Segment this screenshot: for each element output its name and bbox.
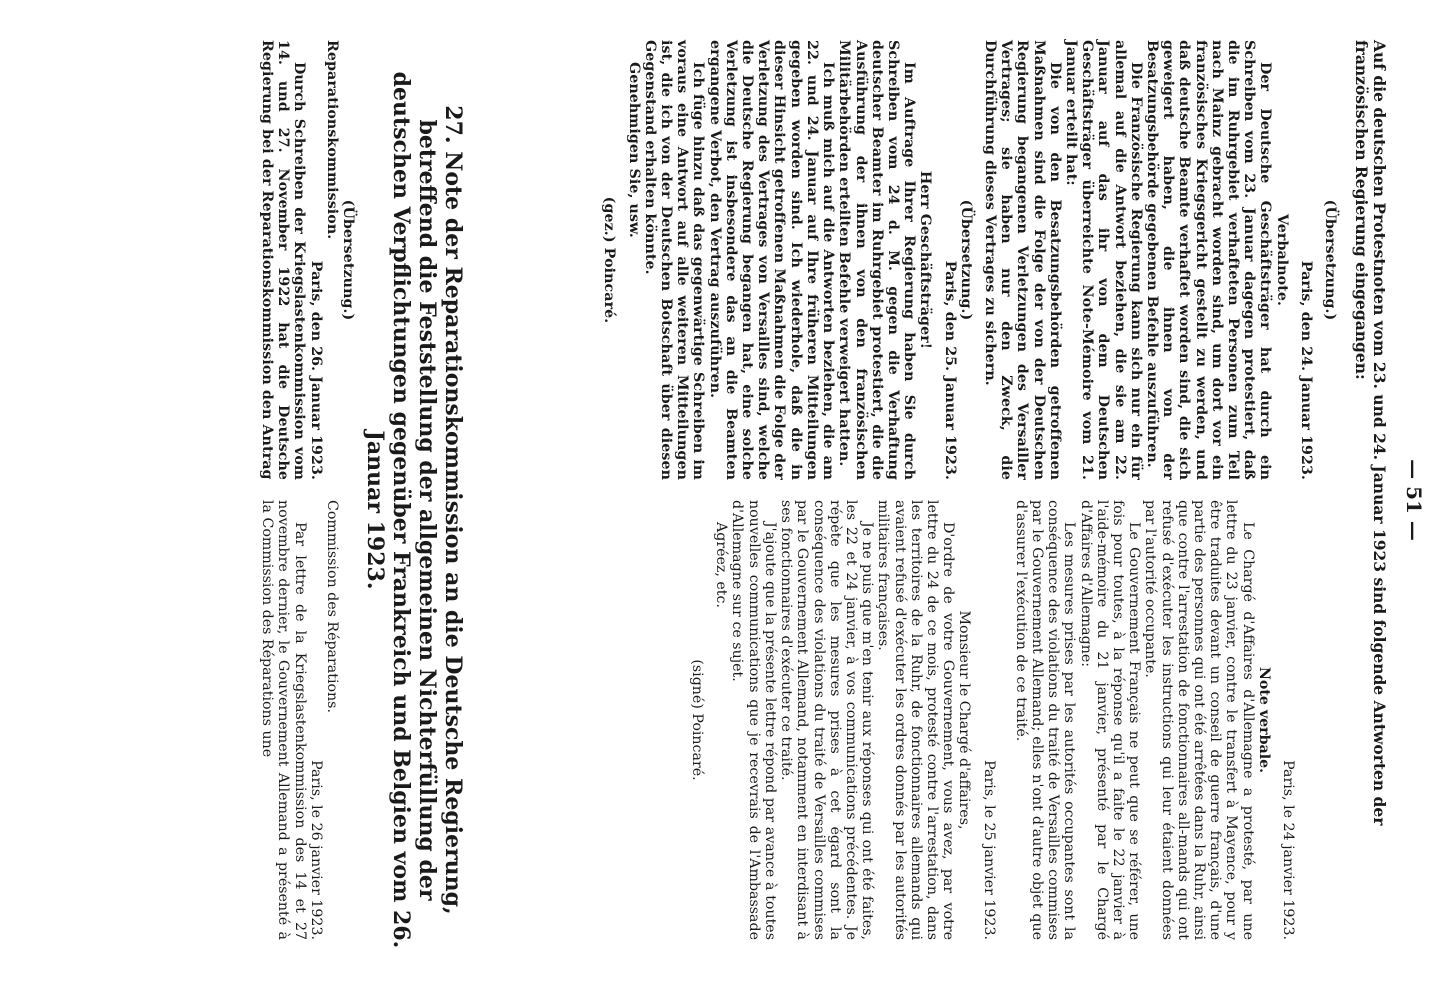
- german-date: Paris, den 25. Januar 1923.: [941, 260, 958, 480]
- german-date: Paris, den 26. Januar 1923.: [307, 260, 324, 480]
- german-signature: (gez.) Poincaré.: [601, 196, 618, 324]
- german-paragraph: Der Deutsche Geschäftsträger hat durch ein Schreiben vom 23. Januar dagegen protestiert, daß die im Ruhrgebiet verhafteten Personen zum Teil nach Mainz gebracht worden sind, um dort vor ein französisches Kriegsgericht gestellt zu werden, und daß deutsche Beamte verhaftet worden sind, die sich geweigert haben, die ihnen von der Besatzungsbehörde gegebenen Befehle auszuführen.: [1143, 40, 1274, 480]
- french-heading: Note verbale.: [1255, 666, 1272, 774]
- german-heading: Verbalnote.: [1273, 213, 1290, 307]
- french-signature: (signé) Poincaré.: [689, 659, 706, 781]
- german-paragraph: Im Auftrage Ihrer Regierung haben Sie durch Schreiben vom 24 d. M. gegen die Verhaftung deutscher Beamter im Ruhrgebiet protestiert, die die Ausführung der ihnen von den französischen Militärbehörden erteilten Befehle verweigert hatten.: [836, 40, 918, 480]
- german-salutation: Herr Geschäftsträger!: [917, 170, 934, 350]
- french-paragraph: D'ordre de votre Gouvernement, vous avez, par votre lettre du 24 de ce mois, protesté contre l'arrestation, dans les territoires de la Ruhr, de fonctionnaires allemands qui avaient refusé d'exécuter les ordres donnés par les autorités militaires françaises.: [875, 500, 957, 940]
- german-paragraph: Durch Schreiben der Kriegslastenkommission vom 14. und 27. November 1922 hat die Deutsche Regierung bei der Reparationskommission den Antrag: [258, 40, 308, 480]
- french-paragraph: Les mesures prises par les autorités occupantes sont la conséquence des violations du traité de Versailles commises par le Gouvernement Allemand; elles n'ont d'autre objet que d'assurer l'exécution de ce traité.: [1012, 500, 1078, 940]
- german-paragraph: Ich muß mich auf die Antworten beziehen, die am 22. und 24. Januar auf Ihre früheren Mitteilungen gegeben worden sind. Ich wiederhole, daß die in dieser Hinsicht getroffenen Maßnahmen die Folge der Verletzung des Vertrages von Versailles sind, welche die Deutsche Regierung begangen hat, eine solche Verletzung ist insbesondere das an die Beamten ergangene Verbot, den Vertrag auszuführen.: [706, 40, 837, 480]
- french-paragraph: J'ajoute que la présente lettre répond par avance à toutes nouvelles communications que je recevrais de l'Ambassade d'Allemagne sur ce sujet.: [729, 500, 778, 940]
- german-column-2: [259, 40, 356, 480]
- french-paragraph: Je ne puis que m'en tenir aux réponses qui ont été faites, les 22 et 24 janvier, à vos communications précédentes. Je répète que les mesures prises à cet égard sont la conséquence des violations du traité de Versailles commises par le Gouvernement Allemand, notamment en interdisant à ses fonctionnaires d'exécuter ce traité.: [778, 500, 876, 940]
- german-paragraph: Ich füge hinzu daß das gegenwärtige Schreiben im voraus eine Antwort auf alle weiteren Mitteilungen ist, die ich von der Deutschen Botschaft über diesen Gegenstand erhalten könnte.: [641, 40, 707, 480]
- french-paragraph: Par lettre de la Kriegslastenkommission des 14 et 27 novembre dernier, le Gouvernement Allemand a présenté à la Commission des Réparations une: [259, 500, 308, 940]
- french-paragraph: Le Gouvernement Français ne peut que se référer, une fois pour toutes, à la réponse qu'il a faite le 22 janvier à l'aide-mémoire du 21 janvier, présenté par le Chargé d'Affaires d'Allemagne:: [1077, 500, 1143, 940]
- french-date: Paris, le 25 janvier 1923.: [980, 760, 997, 940]
- french-paragraph: Le Chargé d'Affaires d'Allemagne a protesté, par une lettre du 23 janvier, contre le transfert à Mayence, pour y être traduites devant un conseil de guerre français, d'une partie des personnes qui ont été arrêtées dans la Ruhr, ainsi que contre l'arrestation de fonctionnaires all-mands qui ont refusé d'exécuter les instructions qui leur étaient données par l'autorité occupante.: [1142, 500, 1256, 940]
- german-closing: Genehmigen Sie, usw.: [625, 62, 642, 238]
- translation-note: (Übersetzung.): [340, 199, 356, 321]
- page-number: — 51 —: [1402, 459, 1426, 541]
- german-commission: Reparationskommission.: [323, 40, 340, 240]
- translation-note: (Übersetzung.): [957, 199, 974, 321]
- translation-note: (Übersetzung.): [1322, 199, 1338, 321]
- intro-heading: Auf die deutschen Protestnoten vom 23. und 24. Januar 1923 sind folgende Antworten der französischen Regierung eingegangen:: [1352, 40, 1389, 826]
- french-date: Paris, le 24 janvier 1923.: [1280, 760, 1296, 940]
- french-column-2: [259, 500, 340, 940]
- french-date: Paris, le 26 janvier 1923.: [307, 760, 324, 940]
- german-paragraph: Die Französische Regierung kann sich nur ein für allemal auf die Antwort beziehen, die sie am 22. Januar auf das ihr von dem Deutschen Geschäftsträger überreichte Note-Mémoire vom 21. Januar erteilt hat:: [1062, 40, 1144, 480]
- french-column-1: [689, 500, 1296, 940]
- french-salutation: Monsieur le Chargé d'affaires,: [956, 610, 973, 830]
- french-closing: Agréez, etc.: [713, 522, 730, 608]
- french-commission: Commission des Réparations.: [324, 500, 340, 713]
- german-paragraph: Die von den Besatzungsbehörden getroffenen Maßnahmen sind die Folge der von der Deutschen Regierung begangenen Verletzungen des Versailler Vertrages; sie haben nur den Zweck, die Durchführung dieses Vertrages zu sichern.: [981, 40, 1063, 480]
- german-date: Paris, den 24. Januar 1923.: [1297, 260, 1314, 480]
- german-column-1: [601, 40, 1338, 480]
- section-27-title: 27. Note der Reparationskommission an die Deutsche Regierung, betreffend die Feststellung der allgemeinen Nichterfüllung der deutschen Verpflichtungen gegenüber Frankreich und Belgien vom 26. Januar 1923.: [362, 71, 466, 949]
